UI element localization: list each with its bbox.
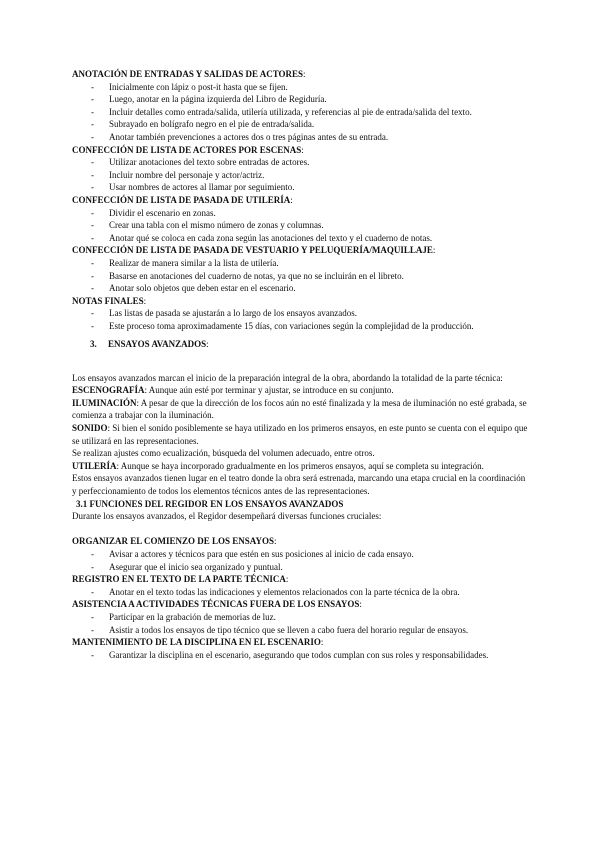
section-heading-notas-finales: NOTAS FINALES: (72, 295, 147, 306)
teatro-paragraph: Estos ensayos avanzados tienen lugar en el teatro donde la obra será estrenada, marcando una etapa crucial en la coordinación y perfeccionamiento de todos los elementos técnicos antes de las representaciones. (72, 473, 526, 496)
list-item: - Este proceso toma aproximadamente 15 días, con variaciones según la complejidad de la producción. (91, 320, 474, 331)
list-item: - Usar nombres de actores al llamar por seguimiento. (91, 182, 295, 193)
list-item: - Anotar solo objetos que deben estar en el escenario. (91, 283, 296, 294)
spacer (72, 359, 530, 372)
list-item: - Asistir a todos los ensayos de tipo técnico que se lleven a cabo fuera del horario regular de ensayos. (91, 624, 469, 635)
section-heading-mantenimiento: MANTENIMIENTO DE LA DISCIPLINA EN EL ESCENARIO: (72, 637, 324, 648)
list-item: - Incluir nombre del personaje y actor/actriz. (91, 169, 265, 180)
list-item: - Garantizar la disciplina en el escenario, asegurando que todos cumplan con sus roles y responsabilidades. (91, 649, 489, 660)
section-heading-lista-utileria: CONFECCIÓN DE LISTA DE PASADA DE UTILERÍA: (72, 194, 293, 205)
section-heading-registro: REGISTRO EN EL TEXTO DE LA PARTE TÉCNICA: (72, 574, 289, 585)
list-item: - Subrayado en bolígrafo negro en el pie de entrada/salida. (91, 119, 315, 130)
document-body (72, 68, 530, 661)
escenografia-paragraph: ESCENOGRAFÍA: Aunque aún esté por terminar y ajustar, se introduce en su conjunto. (72, 385, 394, 396)
durante-paragraph: Durante los ensayos avanzados, el Regidor desempeñará diversas funciones cruciales: (72, 511, 382, 522)
section-heading-anotacion-entradas: ANOTACIÓN DE ENTRADAS Y SALIDAS DE ACTORES: (72, 69, 306, 79)
ajustes-paragraph: Se realizan ajustes como ecualización, búsqueda del volumen adecuado, entre otros. (72, 448, 375, 459)
list-item: - Dividir el escenario en zonas. (91, 207, 216, 218)
list-item: - Asegurar que el inicio sea organizado y puntual. (91, 561, 283, 572)
utileria-paragraph: UTILERÍA: Aunque se haya incorporado gradualmente en los primeros ensayos, aquí se completa su integración. (72, 460, 484, 471)
section-heading-organizar: ORGANIZAR EL COMIENZO DE LOS ENSAYOS: (72, 536, 277, 547)
subheading-funciones-regidor: 3.1 FUNCIONES DEL REGIDOR EN LOS ENSAYOS AVANZADOS (76, 498, 344, 509)
list-item: - Basarse en anotaciones del cuaderno de notas, ya que no se incluirán en el libreto. (91, 270, 404, 281)
chapter-heading-ensayos-avanzados: 3. ENSAYOS AVANZADOS: (90, 339, 209, 350)
sonido-paragraph: SONIDO: Si bien el sonido posiblemente se haya utilizado en los primeros ensayos, en este punto se cuenta con el equipo que se utilizará en las representaciones. (72, 423, 528, 446)
list-item: - Participar en la grabación de memorias de luz. (91, 611, 276, 622)
list-item: - Anotar en el texto todas las indicaciones y elementos relacionados con la parte técnica de la obra. (91, 586, 460, 597)
list-item: - Inicialmente con lápiz o post-it hasta que se fijen. (91, 81, 288, 92)
list-item: - Utilizar anotaciones del texto sobre entradas de actores. (91, 157, 310, 168)
list-item: - Las listas de pasada se ajustarán a lo largo de los ensayos avanzados. (91, 308, 358, 319)
list-item: - Luego, anotar en la página izquierda del Libro de Regiduría. (91, 94, 327, 105)
list-item: - Incluir detalles como entrada/salida, utilería utilizada, y referencias al pie de entrada/salida del texto. (91, 106, 472, 117)
spacer (72, 523, 530, 536)
section-heading-asistencia: ASISTENCIA A ACTIVIDADES TÉCNICAS FUERA DE LOS ENSAYOS: (72, 599, 362, 610)
iluminacion-paragraph: ILUMINACIÓN: A pesar de que la dirección de los focos aún no esté finalizada y la mesa de iluminación no esté grabada, se comienza a trabajar con la iluminación. (72, 397, 527, 421)
list-item: - Crear una tabla con el mismo número de zonas y columnas. (91, 220, 324, 231)
list-item: - Avisar a actores y técnicos para que estén en sus posiciones al inicio de cada ensayo. (91, 548, 414, 559)
list-item: - Anotar qué se coloca en cada zona según las anotaciones del texto y el cuaderno de notas. (91, 232, 433, 243)
intro-paragraph: Los ensayos avanzados marcan el inicio de la preparación integral de la obra, abordando la totalidad de la parte técnica: (72, 372, 503, 383)
list-item: - Realizar de manera similar a la lista de utilería. (91, 257, 279, 268)
section-heading-lista-vestuario: CONFECCIÓN DE LISTA DE PASADA DE VESTUARIO Y PELUQUERÍA/MAQUILLAJE: (72, 245, 436, 256)
list-item: - Anotar también prevenciones a actores dos o tres páginas antes de su entrada. (91, 131, 389, 142)
section-heading-lista-actores: CONFECCIÓN DE LISTA DE ACTORES POR ESCENAS: (72, 144, 304, 155)
